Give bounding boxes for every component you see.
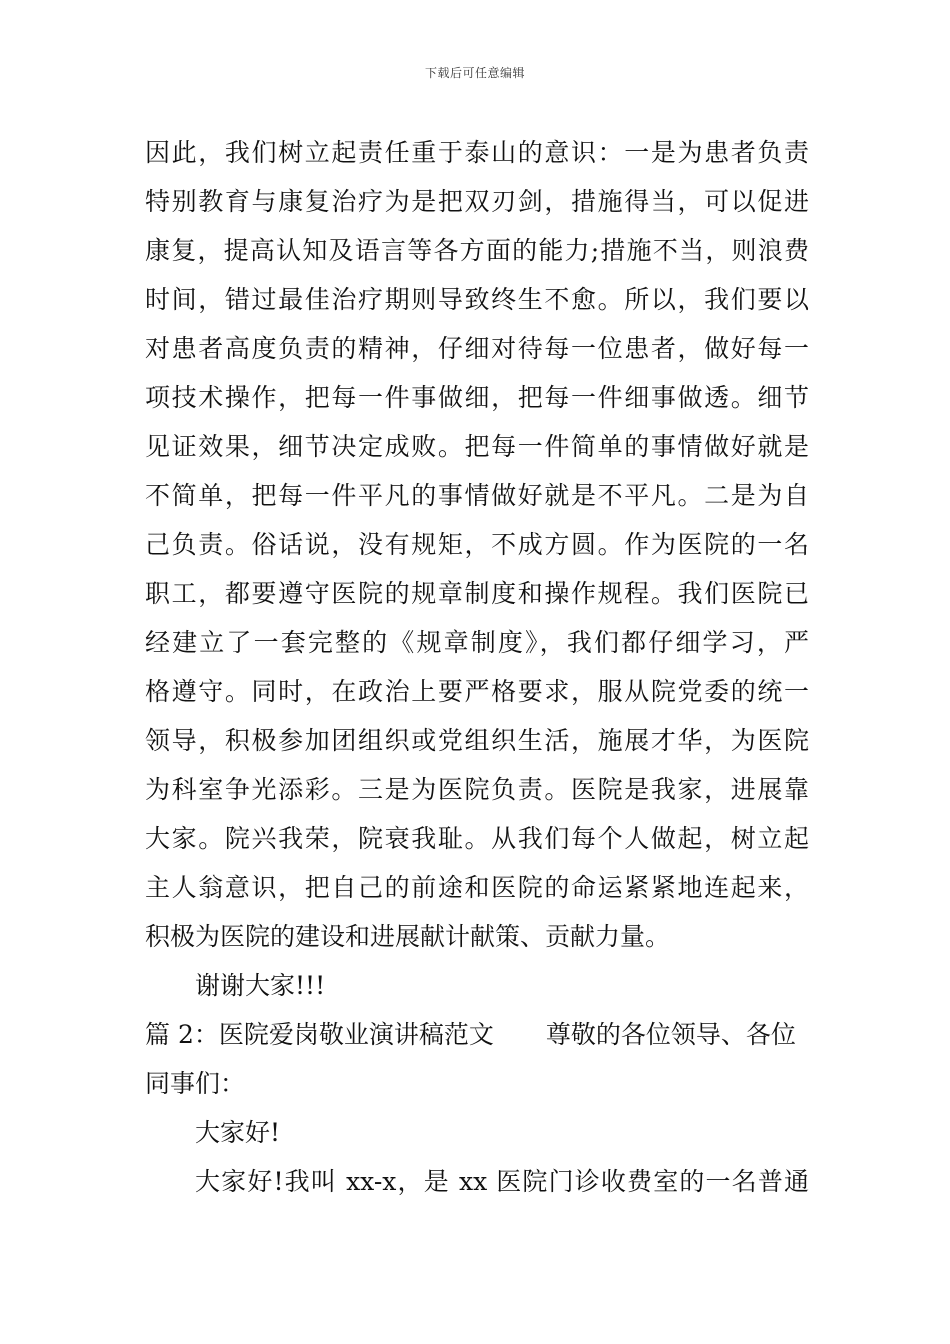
- thanks-line: 谢谢大家!!!: [195, 971, 326, 1000]
- body-line: 项技术操作，把每一件事做细，把每一件细事做透。细节: [145, 383, 809, 412]
- body-line: 为科室争光添彩。三是为医院负责。医院是我家，进展靠: [145, 775, 809, 804]
- body-line: 主人翁意识，把自己的前途和医院的命运紧紧地连起来，: [145, 873, 809, 902]
- body-line: 格遵守。同时，在政治上要严格要求，服从院党委的统一: [145, 677, 809, 706]
- body-line: 经建立了一套完整的《规章制度》，我们都仔细学习，严: [145, 628, 809, 657]
- greeting-line: 大家好!: [195, 1118, 281, 1147]
- section-heading: [145, 1010, 809, 1059]
- intro-line: 大家好!我叫 xx-x，是 xx 医院门诊收费室的一名普通: [195, 1167, 809, 1196]
- salutation-line: 同事们：: [145, 1069, 246, 1098]
- salutation-text: 尊敬的各位领导、各位: [545, 1020, 796, 1049]
- body-line: 特别教育与康复治疗为是把双刃剑，措施得当，可以促进: [145, 187, 809, 216]
- body-line: 时间，错过最佳治疗期则导致终生不愈。所以，我们要以: [145, 285, 809, 314]
- section-title: 篇 2：医院爱岗敬业演讲稿范文: [145, 1020, 494, 1049]
- body-line: 康复，提高认知及语言等各方面的能力;措施不当，则浪费: [145, 236, 809, 265]
- body-line: 领导，积极参加团组织或党组织生活，施展才华，为医院: [145, 726, 809, 755]
- body-line: 己负责。俗话说，没有规矩，不成方圆。作为医院的一名: [145, 530, 809, 559]
- body-line: 不简单，把每一件平凡的事情做好就是不平凡。二是为自: [145, 481, 809, 510]
- document-body: [145, 128, 809, 1206]
- body-line: 见证效果，细节决定成败。把每一件简单的事情做好就是: [145, 432, 809, 461]
- body-line: 大家。院兴我荣，院衰我耻。从我们每个人做起，树立起: [145, 824, 809, 853]
- body-line: 积极为医院的建设和进展献计献策、贡献力量。: [145, 922, 671, 951]
- body-line: 因此，我们树立起责任重于泰山的意识：一是为患者负责: [145, 138, 809, 167]
- body-line: 对患者高度负责的精神，仔细对待每一位患者，做好每一: [145, 334, 809, 363]
- body-line: 职工，都要遵守医院的规章制度和操作规程。我们医院已: [145, 579, 809, 608]
- page-header: 下载后可任意编辑: [424, 66, 525, 80]
